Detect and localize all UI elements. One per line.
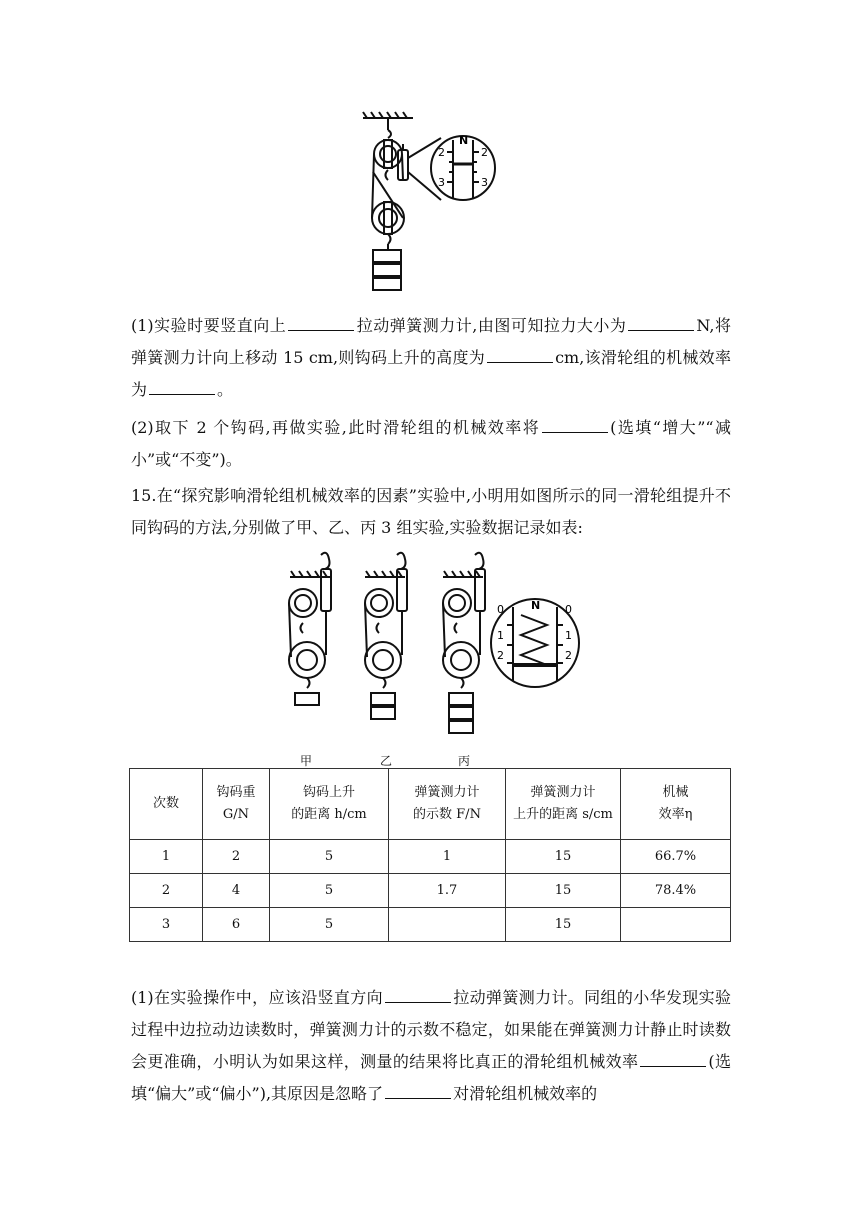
fig2-scale-right-0: 0	[565, 603, 572, 616]
question-14-part-1: (1)实验时要竖直向上 拉动弹簧测力计,由图可知拉力大小为 N,将弹簧测力计向上移动 15 cm,则钩码上升的高度为 cm,该滑轮组的机械效率为 。	[131, 316, 731, 399]
figure-label-yi: 乙	[380, 754, 393, 768]
fig2-scale-right-1: 1	[565, 629, 572, 642]
answer-blank[interactable]	[487, 346, 553, 363]
header-distance: 弹簧测力计 上升的距离 s/cm	[506, 769, 621, 840]
header-count: 次数	[130, 769, 203, 840]
table-row: 1 2 5 1 15 66.7%	[130, 840, 731, 874]
fig1-scale-right-3: 3	[481, 176, 488, 189]
fig2-scale-unit: N	[531, 599, 541, 612]
question-15-part-1: (1)在实验操作中，应该沿竖直方向 拉动弹簧测力计。同组的小华发现实验过程中边拉动边读数时，弹簧测力计的示数不稳定，如果能在弹簧测力计静止时读数会更准确，小明认为如果这样，测量的结果将比真正的滑轮组机械效率 (选填“偏大”或“偏小”),其原因是忽略了 对滑轮组机械效率的	[131, 988, 731, 1103]
answer-blank[interactable]	[640, 1050, 706, 1067]
fig1-scale-left-3: 3	[438, 176, 445, 189]
answer-blank[interactable]	[385, 1082, 451, 1099]
table-row: 2 4 5 1.7 15 78.4%	[130, 874, 731, 908]
pulley-figure-1	[355, 110, 505, 302]
fig2-scale-left-2: 2	[497, 649, 504, 662]
figure-label-jia: 甲	[300, 754, 313, 768]
question-14-part-2: (2)取下 2 个钩码,再做实验,此时滑轮组的机械效率将 (选填“增大”“减小”或“不变”)。	[131, 418, 731, 469]
fig2-scale-right-2: 2	[565, 649, 572, 662]
fig1-scale-right-2: 2	[481, 146, 488, 159]
header-weight: 钩码重 G/N	[203, 769, 270, 840]
figure-label-bing: 丙	[458, 754, 471, 768]
answer-blank[interactable]	[628, 314, 694, 331]
answer-blank[interactable]	[288, 314, 354, 331]
table-header-row	[130, 769, 731, 840]
pulley-figure-2	[285, 545, 585, 765]
experiment-data-table	[129, 768, 731, 942]
question-15-stem: 15.在“探究影响滑轮组机械效率的因素”实验中,小明用如图所示的同一滑轮组提升不同钩码的方法,分别做了甲、乙、丙 3 组实验,实验数据记录如表:	[131, 486, 731, 537]
fig1-scale-left-2: 2	[438, 146, 445, 159]
fig2-scale-left-1: 1	[497, 629, 504, 642]
answer-blank[interactable]	[542, 416, 608, 433]
answer-blank[interactable]	[385, 986, 451, 1003]
answer-blank[interactable]	[149, 378, 215, 395]
header-force: 弹簧测力计 的示数 F/N	[389, 769, 506, 840]
header-height: 钩码上升 的距离 h/cm	[270, 769, 389, 840]
header-efficiency: 机械 效率η	[621, 769, 731, 840]
table-row: 3 6 5 15	[130, 908, 731, 942]
fig1-scale-unit: N	[459, 134, 469, 147]
fig2-scale-left-0: 0	[497, 603, 504, 616]
